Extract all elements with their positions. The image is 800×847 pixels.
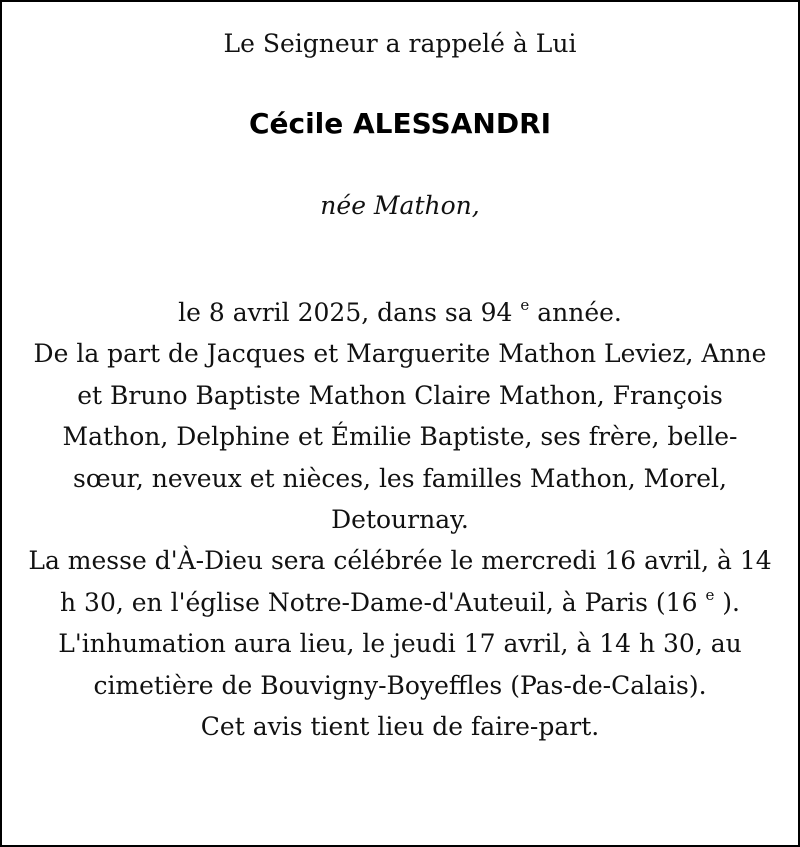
arrondissement-suffix: e — [705, 585, 715, 604]
maiden-name: née Mathon, — [320, 191, 480, 220]
ordinal-suffix: e — [520, 295, 530, 314]
death-date-text: le 8 avril 2025, dans sa 94 — [178, 298, 513, 327]
notice-body — [28, 292, 772, 747]
family-paragraph: De la part de Jacques et Marguerite Mathon Leviez, Anne et Bruno Baptiste Mathon Claire Mathon, François Mathon, Delphine et Émilie Baptiste, ses frère, belle-sœur, neveux et nièces, les familles Mathon, Morel, Detournay. — [33, 339, 767, 535]
ceremony-tail: ). L'inhumation aura lieu, le jeudi 17 avril, à 14 h 30, au cimetière de Bouvigny-Boyeffles (Pas-de-Calais). — [58, 587, 742, 700]
closing-line: Cet avis tient lieu de faire-part. — [200, 712, 600, 742]
ceremony-text: La messe d'À-Dieu sera célébrée le mercredi 16 avril, à 14 h 30, en l'église Notre-Dame-d'Auteuil, à Paris (16 — [28, 546, 772, 617]
death-date-tail: année. — [537, 298, 622, 327]
death-date-line — [28, 292, 772, 333]
notice-opening: Le Seigneur a rappelé à Lui — [223, 29, 577, 58]
deceased-name: Cécile ALESSANDRI — [248, 107, 552, 140]
ceremony-paragraph — [28, 540, 772, 706]
